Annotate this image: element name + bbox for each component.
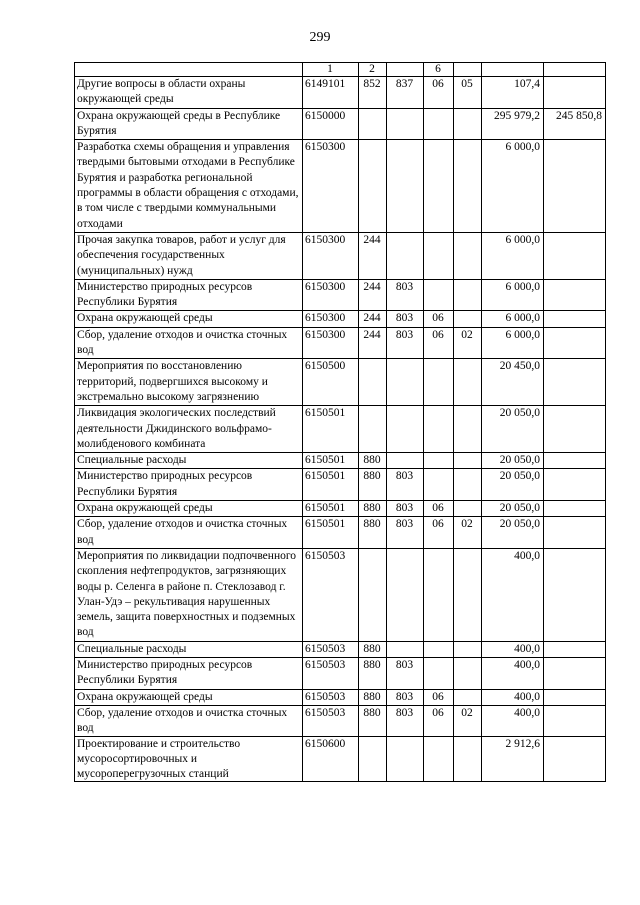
section-code-cell — [424, 359, 454, 406]
target-code-cell: 6150500 — [303, 359, 359, 406]
subsection-code-cell — [454, 548, 482, 641]
table-row — [75, 108, 606, 140]
row-name-cell: Охрана окружающей среды — [75, 311, 303, 327]
ministry-code-cell: 803 — [387, 501, 424, 517]
expense-type-cell: 880 — [359, 469, 387, 501]
table-row — [75, 548, 606, 641]
table-header-row — [75, 63, 606, 77]
amount-cell: 400,0 — [482, 689, 544, 705]
amount-cell-2 — [544, 641, 606, 657]
ministry-code-cell: 803 — [387, 279, 424, 311]
subsection-code-cell — [454, 108, 482, 140]
target-code-cell: 6150501 — [303, 517, 359, 549]
row-name-cell: Министерство природных ресурсов Республики Бурятия — [75, 469, 303, 501]
amount-cell-2 — [544, 453, 606, 469]
table-row — [75, 517, 606, 549]
subsection-code-cell: 05 — [454, 77, 482, 109]
expense-type-cell — [359, 108, 387, 140]
expense-type-cell: 244 — [359, 232, 387, 279]
row-name-cell: Охрана окружающей среды в Республике Бурятия — [75, 108, 303, 140]
header-cell — [75, 63, 303, 77]
amount-cell: 20 050,0 — [482, 453, 544, 469]
target-code-cell: 6149101 — [303, 77, 359, 109]
amount-cell-2 — [544, 311, 606, 327]
row-name-cell: Другие вопросы в области охраны окружающей среды — [75, 77, 303, 109]
expense-type-cell — [359, 406, 387, 453]
section-code-cell — [424, 657, 454, 689]
target-code-cell: 6150600 — [303, 737, 359, 782]
section-code-cell — [424, 108, 454, 140]
header-cell: 6 — [424, 63, 454, 77]
amount-cell-2 — [544, 77, 606, 109]
subsection-code-cell — [454, 406, 482, 453]
expense-type-cell: 244 — [359, 311, 387, 327]
table-row — [75, 279, 606, 311]
row-name-cell: Сбор, удаление отходов и очистка сточных вод — [75, 327, 303, 359]
ministry-code-cell: 803 — [387, 327, 424, 359]
row-name-cell: Охрана окружающей среды — [75, 501, 303, 517]
page-number: 299 — [309, 30, 331, 45]
subsection-code-cell — [454, 453, 482, 469]
header-cell — [544, 63, 606, 77]
section-code-cell: 06 — [424, 311, 454, 327]
amount-cell-2 — [544, 548, 606, 641]
row-name-cell: Министерство природных ресурсов Республики Бурятия — [75, 279, 303, 311]
amount-cell-2 — [544, 737, 606, 782]
amount-cell: 6 000,0 — [482, 311, 544, 327]
amount-cell-2 — [544, 469, 606, 501]
row-name-cell: Ликвидация экологических последствий деятельности Джидинского вольфрамо-молибденового комбината — [75, 406, 303, 453]
amount-cell-2 — [544, 501, 606, 517]
ministry-code-cell — [387, 406, 424, 453]
ministry-code-cell — [387, 548, 424, 641]
amount-cell-2 — [544, 327, 606, 359]
section-code-cell: 06 — [424, 327, 454, 359]
ministry-code-cell — [387, 232, 424, 279]
amount-cell: 400,0 — [482, 657, 544, 689]
table-row — [75, 406, 606, 453]
subsection-code-cell — [454, 311, 482, 327]
section-code-cell — [424, 232, 454, 279]
amount-cell-2 — [544, 279, 606, 311]
amount-cell: 400,0 — [482, 705, 544, 737]
expense-type-cell — [359, 140, 387, 233]
subsection-code-cell — [454, 469, 482, 501]
table-row — [75, 311, 606, 327]
subsection-code-cell — [454, 737, 482, 782]
ministry-code-cell — [387, 108, 424, 140]
target-code-cell: 6150300 — [303, 232, 359, 279]
row-name-cell: Проектирование и строительство мусоросортировочных и мусороперегрузочных станций — [75, 737, 303, 782]
subsection-code-cell: 02 — [454, 327, 482, 359]
amount-cell: 6 000,0 — [482, 232, 544, 279]
section-code-cell — [424, 548, 454, 641]
ministry-code-cell — [387, 140, 424, 233]
amount-cell-2 — [544, 705, 606, 737]
subsection-code-cell — [454, 689, 482, 705]
table-row — [75, 453, 606, 469]
amount-cell: 20 050,0 — [482, 517, 544, 549]
amount-cell: 107,4 — [482, 77, 544, 109]
section-code-cell: 06 — [424, 517, 454, 549]
amount-cell-2: 245 850,8 — [544, 108, 606, 140]
subsection-code-cell — [454, 359, 482, 406]
amount-cell: 6 000,0 — [482, 279, 544, 311]
amount-cell: 6 000,0 — [482, 327, 544, 359]
table-row — [75, 641, 606, 657]
expense-type-cell: 880 — [359, 705, 387, 737]
target-code-cell: 6150503 — [303, 641, 359, 657]
target-code-cell: 6150503 — [303, 657, 359, 689]
target-code-cell: 6150503 — [303, 689, 359, 705]
section-code-cell — [424, 641, 454, 657]
amount-cell: 295 979,2 — [482, 108, 544, 140]
amount-cell-2 — [544, 657, 606, 689]
target-code-cell: 6150300 — [303, 279, 359, 311]
row-name-cell: Министерство природных ресурсов Республики Бурятия — [75, 657, 303, 689]
section-code-cell — [424, 406, 454, 453]
expense-type-cell: 880 — [359, 453, 387, 469]
section-code-cell — [424, 469, 454, 501]
amount-cell: 20 050,0 — [482, 469, 544, 501]
row-name-cell: Охрана окружающей среды — [75, 689, 303, 705]
header-cell: 1 — [303, 63, 359, 77]
amount-cell-2 — [544, 517, 606, 549]
section-code-cell: 06 — [424, 501, 454, 517]
header-cell — [482, 63, 544, 77]
ministry-code-cell: 803 — [387, 517, 424, 549]
table-row — [75, 327, 606, 359]
row-name-cell: Специальные расходы — [75, 641, 303, 657]
table-row — [75, 705, 606, 737]
table-row — [75, 77, 606, 109]
amount-cell-2 — [544, 140, 606, 233]
row-name-cell: Разработка схемы обращения и управления твердыми бытовыми отходами в Республике Бурятия и разработка региональной программы в области обращения с отходами, в том числе с твердыми коммунальными отходами — [75, 140, 303, 233]
subsection-code-cell — [454, 501, 482, 517]
amount-cell: 20 450,0 — [482, 359, 544, 406]
row-name-cell: Сбор, удаление отходов и очистка сточных вод — [75, 517, 303, 549]
header-cell — [387, 63, 424, 77]
table-row — [75, 737, 606, 782]
amount-cell: 400,0 — [482, 641, 544, 657]
section-code-cell — [424, 140, 454, 233]
section-code-cell — [424, 737, 454, 782]
expense-type-cell — [359, 737, 387, 782]
subsection-code-cell: 02 — [454, 705, 482, 737]
target-code-cell: 6150501 — [303, 406, 359, 453]
expense-type-cell: 880 — [359, 657, 387, 689]
table-row — [75, 359, 606, 406]
row-name-cell: Сбор, удаление отходов и очистка сточных вод — [75, 705, 303, 737]
amount-cell: 20 050,0 — [482, 501, 544, 517]
expense-type-cell: 852 — [359, 77, 387, 109]
target-code-cell: 6150300 — [303, 140, 359, 233]
ministry-code-cell: 803 — [387, 469, 424, 501]
table-row — [75, 689, 606, 705]
expense-type-cell: 244 — [359, 327, 387, 359]
amount-cell: 2 912,6 — [482, 737, 544, 782]
ministry-code-cell: 803 — [387, 311, 424, 327]
header-cell: 2 — [359, 63, 387, 77]
ministry-code-cell — [387, 641, 424, 657]
amount-cell-2 — [544, 359, 606, 406]
section-code-cell — [424, 453, 454, 469]
section-code-cell — [424, 279, 454, 311]
amount-cell: 400,0 — [482, 548, 544, 641]
table-row — [75, 232, 606, 279]
row-name-cell: Прочая закупка товаров, работ и услуг для обеспечения государственных (муниципальных) нужд — [75, 232, 303, 279]
subsection-code-cell — [454, 657, 482, 689]
amount-cell: 6 000,0 — [482, 140, 544, 233]
ministry-code-cell: 837 — [387, 77, 424, 109]
expense-type-cell: 880 — [359, 501, 387, 517]
expense-type-cell: 244 — [359, 279, 387, 311]
target-code-cell: 6150501 — [303, 501, 359, 517]
amount-cell: 20 050,0 — [482, 406, 544, 453]
table-row — [75, 501, 606, 517]
subsection-code-cell: 02 — [454, 517, 482, 549]
row-name-cell: Специальные расходы — [75, 453, 303, 469]
section-code-cell: 06 — [424, 689, 454, 705]
expense-type-cell: 880 — [359, 689, 387, 705]
expense-type-cell — [359, 548, 387, 641]
amount-cell-2 — [544, 232, 606, 279]
expense-type-cell: 880 — [359, 641, 387, 657]
ministry-code-cell: 803 — [387, 705, 424, 737]
section-code-cell: 06 — [424, 77, 454, 109]
subsection-code-cell — [454, 641, 482, 657]
section-code-cell: 06 — [424, 705, 454, 737]
amount-cell-2 — [544, 406, 606, 453]
ministry-code-cell — [387, 453, 424, 469]
expense-type-cell — [359, 359, 387, 406]
target-code-cell: 6150300 — [303, 311, 359, 327]
ministry-code-cell: 803 — [387, 657, 424, 689]
row-name-cell: Мероприятия по ликвидации подпочвенного скопления нефтепродуктов, загрязняющих воды р. Селенга в районе п. Стеклозавод г. Улан-Удэ – рекультивация нарушенных земель, защита поверхностных и подземных вод — [75, 548, 303, 641]
target-code-cell: 6150501 — [303, 453, 359, 469]
subsection-code-cell — [454, 232, 482, 279]
target-code-cell: 6150501 — [303, 469, 359, 501]
budget-table — [74, 62, 606, 782]
target-code-cell: 6150300 — [303, 327, 359, 359]
ministry-code-cell — [387, 737, 424, 782]
subsection-code-cell — [454, 279, 482, 311]
subsection-code-cell — [454, 140, 482, 233]
target-code-cell: 6150503 — [303, 548, 359, 641]
expense-type-cell: 880 — [359, 517, 387, 549]
target-code-cell: 6150000 — [303, 108, 359, 140]
ministry-code-cell — [387, 359, 424, 406]
target-code-cell: 6150503 — [303, 705, 359, 737]
table-row — [75, 140, 606, 233]
ministry-code-cell: 803 — [387, 689, 424, 705]
table-row — [75, 657, 606, 689]
amount-cell-2 — [544, 689, 606, 705]
row-name-cell: Мероприятия по восстановлению территорий, подвергшихся высокому и экстремально высокому загрязнению — [75, 359, 303, 406]
table-row — [75, 469, 606, 501]
header-cell — [454, 63, 482, 77]
